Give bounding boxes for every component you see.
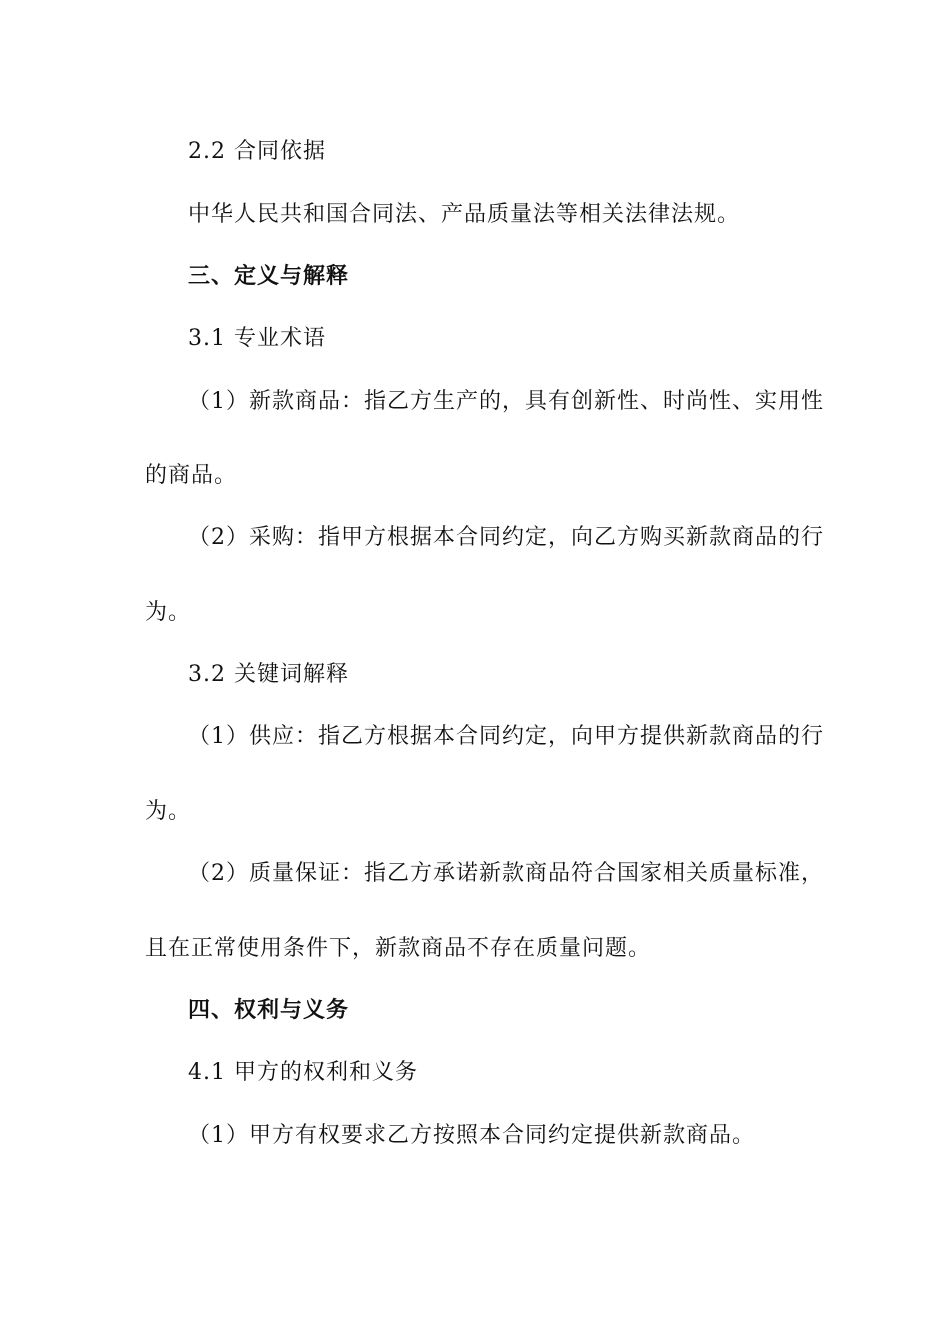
subsection-heading-4-1: 4.1 甲方的权利和义务	[188, 1060, 418, 1085]
section-heading-3: 三、定义与解释	[188, 264, 350, 289]
subsection-heading-3-2: 3.2 关键词解释	[188, 662, 349, 687]
paragraph-text: 中华人民共和国合同法、产品质量法等相关法律法规。	[188, 202, 741, 227]
paragraph-text: （2）质量保证：指乙方承诺新款商品符合国家相关质量标准，	[188, 861, 824, 886]
subsection-heading-2-2: 2.2 合同依据	[188, 139, 326, 164]
paragraph-text-continuation: 且在正常使用条件下，新款商品不存在质量问题。	[145, 936, 652, 961]
paragraph-text: （1）甲方有权要求乙方按照本合同约定提供新款商品。	[188, 1123, 755, 1148]
paragraph-text-continuation: 的商品。	[145, 463, 238, 488]
paragraph-text-continuation: 为。	[145, 799, 192, 824]
paragraph-text: （1）新款商品：指乙方生产的，具有创新性、时尚性、实用性	[188, 389, 824, 414]
paragraph-text-continuation: 为。	[145, 600, 192, 625]
paragraph-text: （1）供应：指乙方根据本合同约定，向甲方提供新款商品的行	[188, 724, 824, 749]
subsection-heading-3-1: 3.1 专业术语	[188, 326, 326, 351]
section-heading-4: 四、权利与义务	[188, 998, 350, 1023]
paragraph-text: （2）采购：指甲方根据本合同约定，向乙方购买新款商品的行	[188, 525, 824, 550]
